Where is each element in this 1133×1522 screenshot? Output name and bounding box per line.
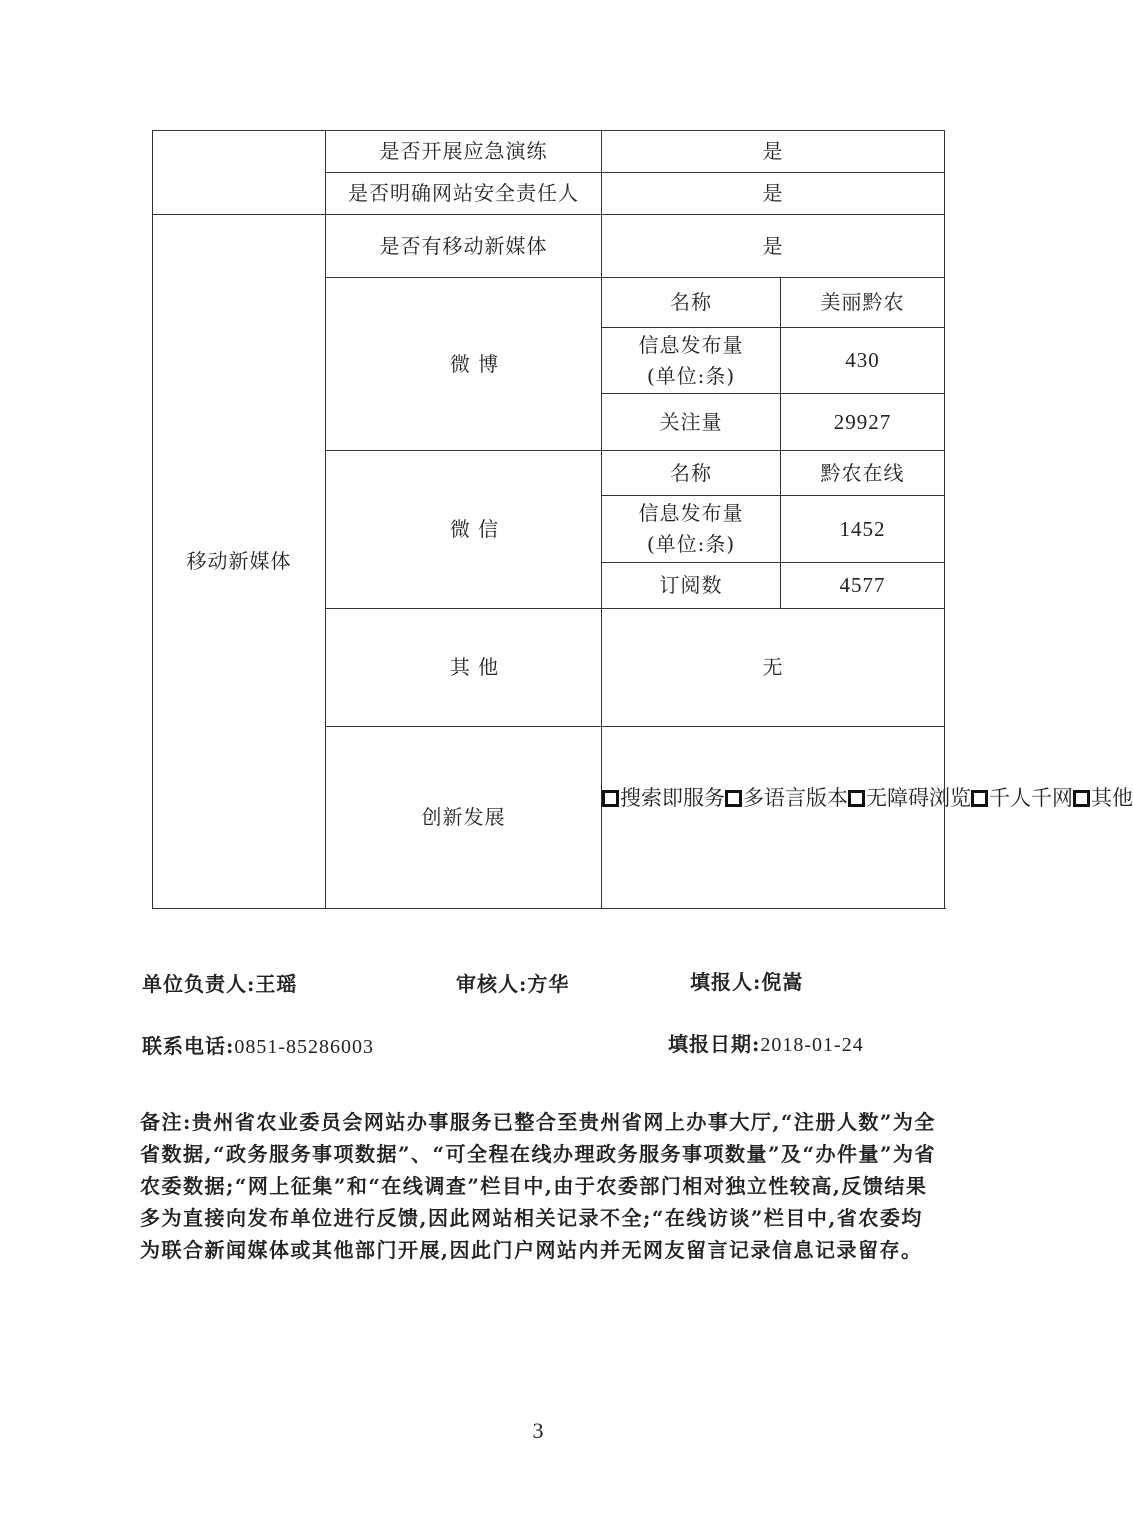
weibo-posts-label xyxy=(602,328,781,394)
security-value: 是 xyxy=(602,173,945,215)
innovation-options-cell xyxy=(602,727,1133,909)
security-label: 是否明确网站安全责任人 xyxy=(326,173,602,215)
filler-label: 填报人: xyxy=(690,970,762,994)
date-label: 填报日期: xyxy=(668,1032,761,1056)
mobile-section-label: 移动新媒体 xyxy=(153,215,326,909)
wechat-posts-label-line2: (单位:条) xyxy=(646,532,736,556)
unit-head-field xyxy=(142,968,297,997)
innovation-label: 创新发展 xyxy=(326,727,602,909)
reviewer-field xyxy=(456,968,569,997)
drill-label: 是否开展应急演练 xyxy=(326,131,602,173)
wechat-posts-label-line1: 信息发布量 xyxy=(638,501,744,525)
wechat-name-label: 名称 xyxy=(602,451,781,496)
option-personalized[interactable]: 千人千网 xyxy=(971,782,1073,815)
reviewer-value: 方华 xyxy=(527,972,570,996)
option-accessibility[interactable]: 无障碍浏览 xyxy=(848,782,971,815)
filler-value: 倪嵩 xyxy=(761,970,804,994)
wechat-label: 微 信 xyxy=(326,451,602,609)
checkbox-icon[interactable] xyxy=(1073,790,1090,807)
weibo-name-value: 美丽黔农 xyxy=(781,278,945,328)
weibo-name-label: 名称 xyxy=(602,278,781,328)
unit-head-value: 王瑶 xyxy=(255,972,298,996)
drill-value: 是 xyxy=(602,131,945,173)
checkbox-icon[interactable] xyxy=(602,790,619,807)
reviewer-label: 审核人: xyxy=(456,972,528,996)
checkbox-icon[interactable] xyxy=(848,790,865,807)
table-row xyxy=(153,131,945,173)
report-table xyxy=(152,130,1133,909)
date-value: 2018-01-24 xyxy=(760,1034,864,1056)
checkbox-icon[interactable] xyxy=(971,790,988,807)
page-number: 3 xyxy=(532,1418,544,1443)
unit-head-label: 单位负责人: xyxy=(142,972,256,996)
has-mobile-label: 是否有移动新媒体 xyxy=(326,215,602,278)
date-field xyxy=(668,1028,864,1057)
other-value: 无 xyxy=(602,609,945,727)
innovation-options xyxy=(602,782,1133,816)
phone-field xyxy=(142,1030,374,1059)
option-multilingual[interactable]: 多语言版本 xyxy=(725,782,848,815)
table-row xyxy=(153,215,945,278)
weibo-posts-value: 430 xyxy=(781,328,945,394)
weibo-label: 微 博 xyxy=(326,278,602,451)
wechat-name-value: 黔农在线 xyxy=(781,451,945,496)
wechat-subs-value: 4577 xyxy=(781,563,945,609)
empty-section-cell xyxy=(153,131,326,215)
wechat-posts-value: 1452 xyxy=(781,496,945,563)
remarks-note: 备注:贵州省农业委员会网站办事服务已整合至贵州省网上办事大厅,“注册人数”为全省数据,“政务服务事项数据”、“可全程在线办理政务服务事项数量”及“办件量”为省农委数据;“网上征集”和“在线调查”栏目中,由于农委部门相对独立性较高,反馈结果多为直接向发布单位进行反馈,因此网站相关记录不全;“在线访谈”栏目中,省农委均为联合新闻媒体或其他部门开展,因此门户网站内并无网友留言记录信息记录留存。 xyxy=(140,1110,936,1262)
has-mobile-value: 是 xyxy=(602,215,945,278)
phone-label: 联系电话: xyxy=(142,1034,235,1058)
phone-value: 0851-85286003 xyxy=(234,1036,375,1058)
filler-field xyxy=(690,966,803,995)
checkbox-icon[interactable] xyxy=(725,790,742,807)
weibo-followers-label: 关注量 xyxy=(602,394,781,451)
weibo-posts-label-line1: 信息发布量 xyxy=(638,332,744,357)
weibo-followers-value: 29927 xyxy=(781,394,945,451)
wechat-subs-label: 订阅数 xyxy=(602,563,781,609)
option-search-service[interactable]: 搜索即服务 xyxy=(602,782,725,815)
wechat-posts-label xyxy=(602,496,781,563)
option-other[interactable]: 其他 xyxy=(1073,782,1133,815)
weibo-posts-label-line2: (单位:条) xyxy=(646,363,736,388)
other-label: 其 他 xyxy=(326,609,602,727)
